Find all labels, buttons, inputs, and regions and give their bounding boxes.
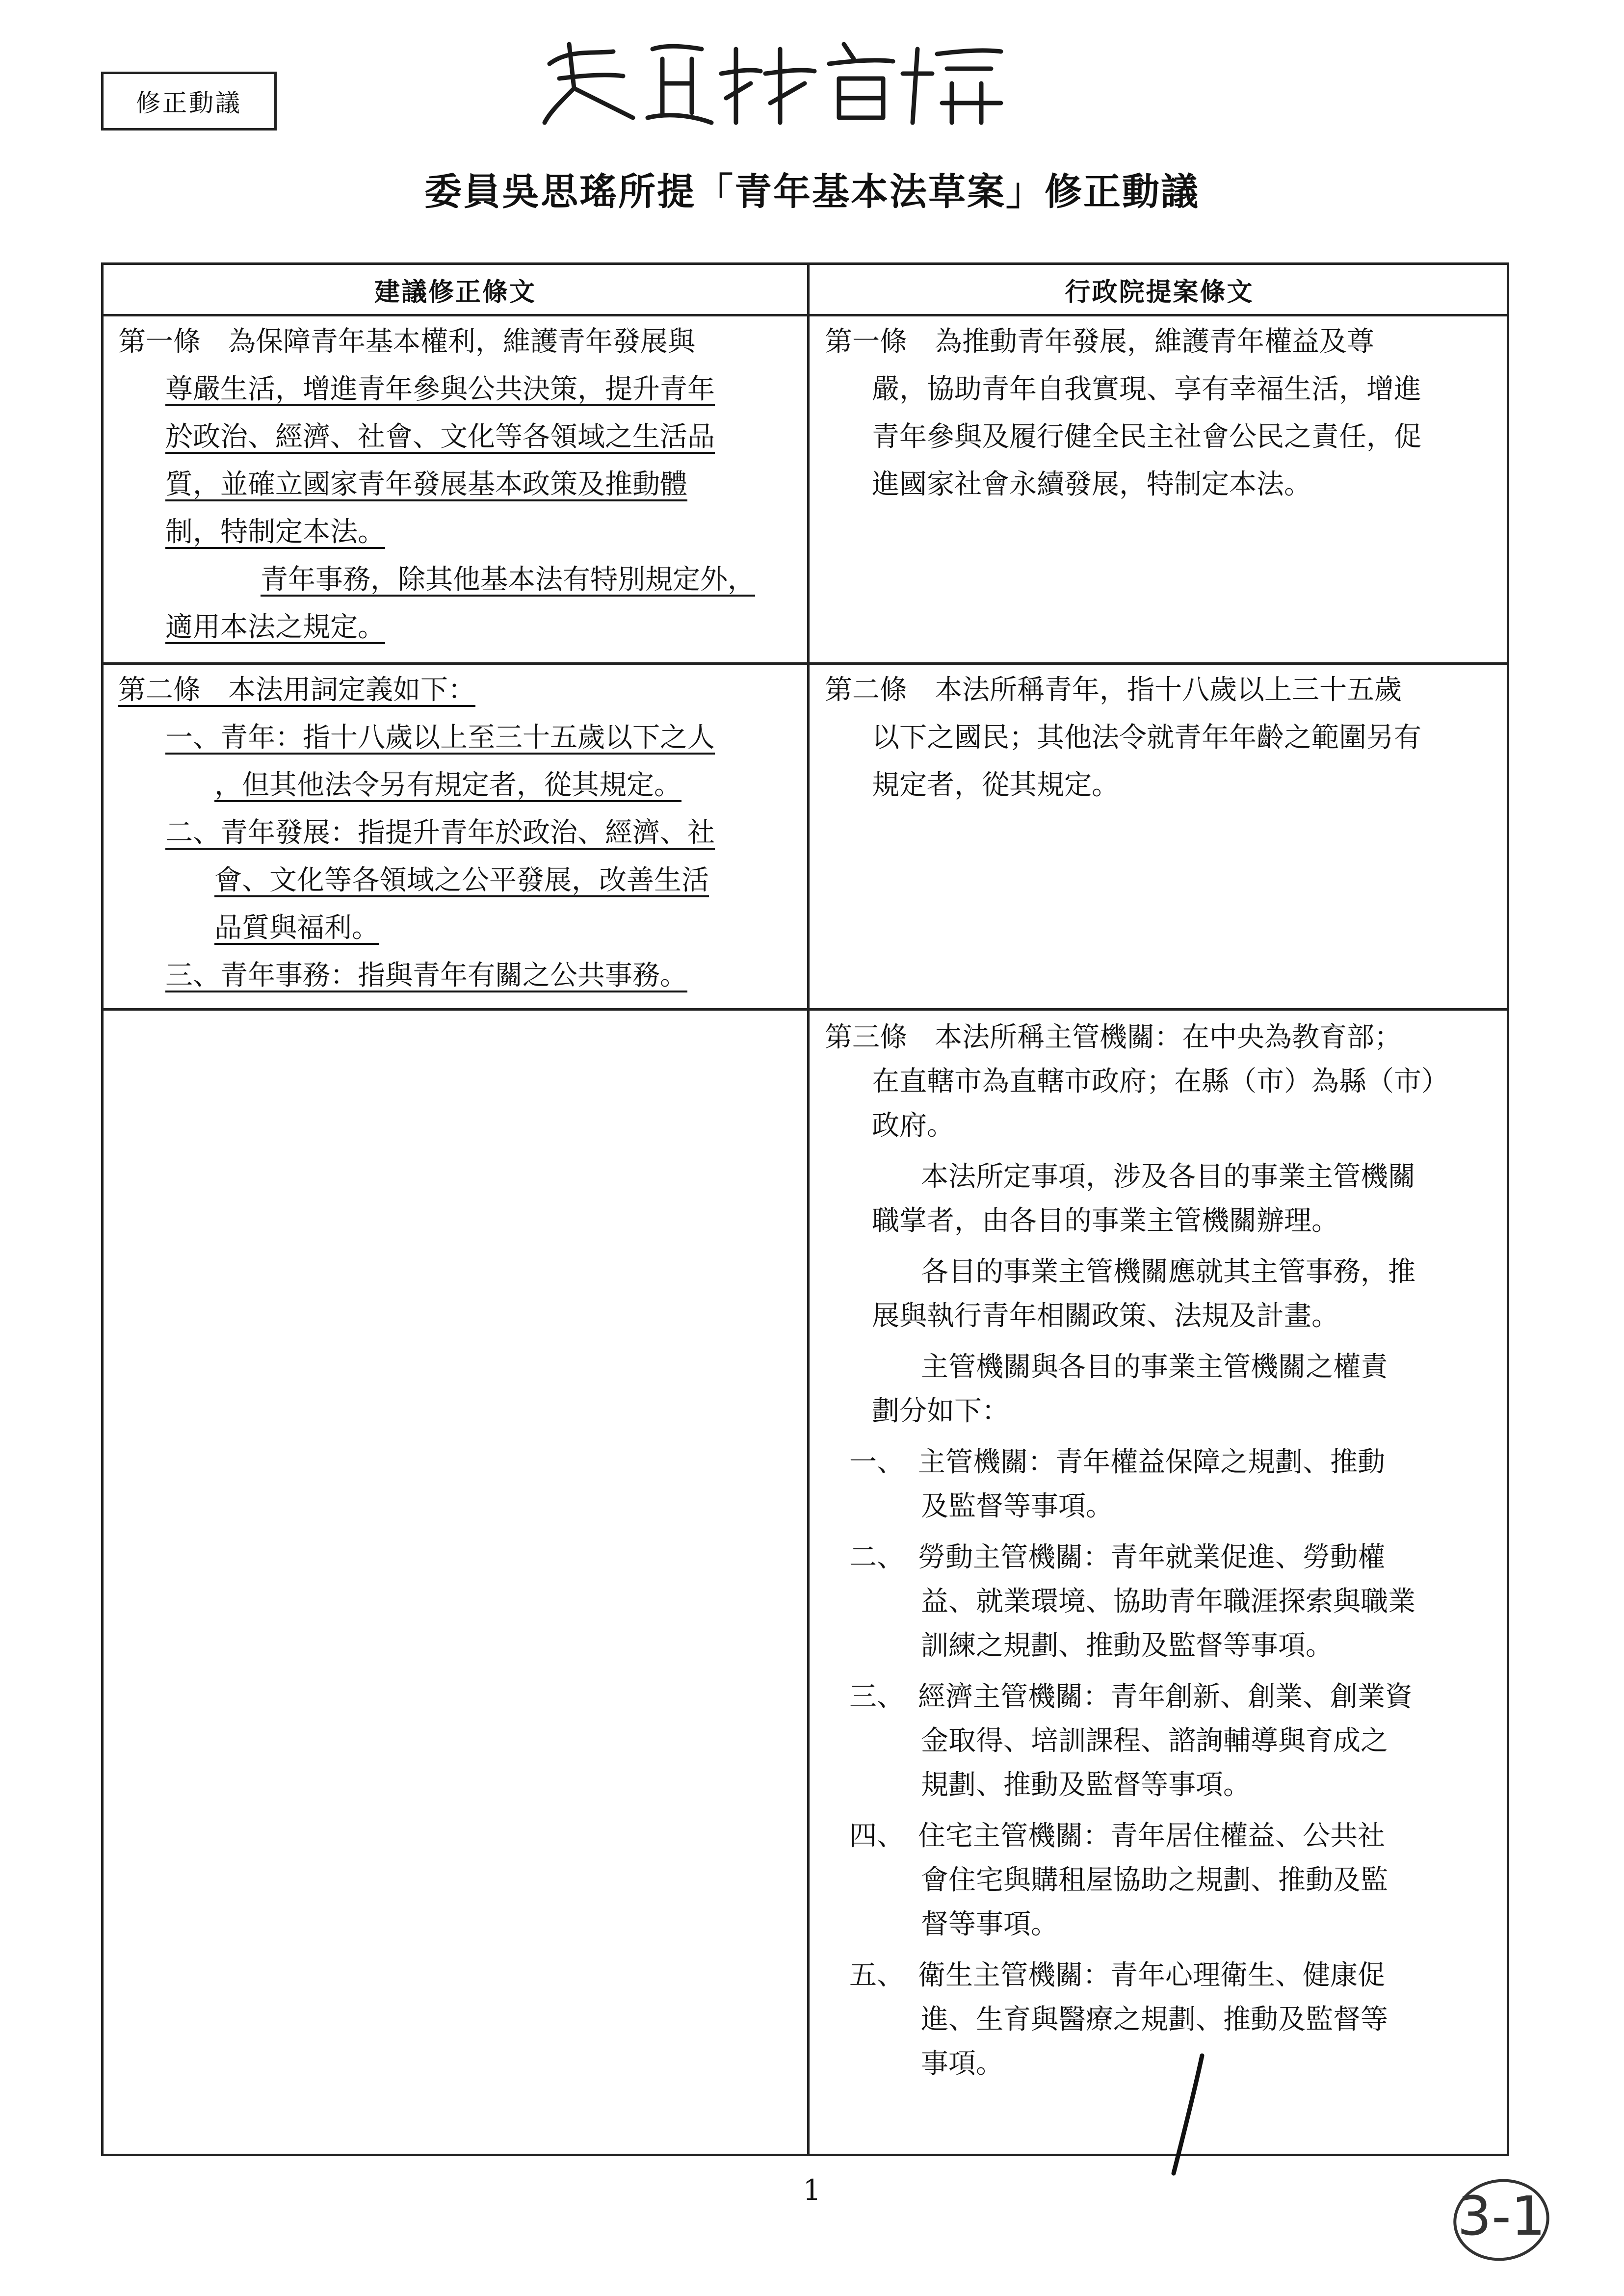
text-line: 第三條 本法所稱主管機關：在中央為教育部； (825, 1021, 1402, 1053)
handwritten-page-annotation (1447, 2168, 1595, 2267)
motion-stamp: 修正動議 (101, 72, 277, 130)
row-divider (104, 314, 1507, 316)
text-line: 二、 勞動主管機關：青年就業促進、勞動權 (849, 1541, 1385, 1573)
text-line: 劃分如下： (872, 1395, 1009, 1427)
text-line: 三、青年事務：指與青年有關之公共事務。 (165, 960, 687, 991)
article-2-proposed (118, 666, 715, 999)
amendment-table (101, 262, 1509, 2156)
text-line: 事項。 (921, 2048, 1003, 2080)
article-3-executive (825, 1016, 1449, 2086)
row-divider (104, 1008, 1507, 1011)
text-line: 進、生育與醫療之規劃、推動及監督等 (921, 2004, 1388, 2035)
text-line: 青年事務，除其他基本法有特別規定外， (261, 564, 755, 596)
text-line: 進國家社會永續發展，特制定本法。 (872, 469, 1311, 500)
text-line: 第二條 本法用詞定義如下： (118, 674, 475, 706)
text-line: 一、青年：指十八歲以上至三十五歲以下之人 (165, 722, 715, 754)
text-line: 三、 經濟主管機關：青年創新、創業、創業資 (849, 1681, 1413, 1713)
document-title: 委員吳思瑤所提「青年基本法草案」修正動議 (424, 170, 1200, 213)
text-line: ，但其他法令另有規定者，從其規定。 (214, 769, 681, 801)
text-line: 以下之國民；其他法令就青年年齡之範圍另有 (872, 722, 1421, 754)
text-line: 本法所定事項，涉及各目的事業主管機關 (921, 1161, 1415, 1193)
header-proposed: 建議修正條文 (374, 277, 536, 307)
row-divider (104, 662, 1507, 665)
text-line: 規定者，從其規定。 (872, 769, 1119, 801)
text-line: 在直轄市為直轄市政府；在縣（市）為縣（市） (872, 1066, 1449, 1097)
text-line: 質，並確立國家青年發展基本政策及推動體 (165, 469, 687, 500)
text-line: 主管機關與各目的事業主管機關之權責 (921, 1351, 1388, 1383)
text-line: 及監督等事項。 (921, 1490, 1113, 1522)
page-number: 1 (803, 2173, 821, 2207)
text-line: 嚴，協助青年自我實現、享有幸福生活，增進 (872, 373, 1421, 405)
column-divider (807, 265, 810, 2154)
text-line: 四、 住宅主管機關：青年居住權益、公共社 (849, 1820, 1385, 1852)
pen-mark (1168, 2051, 1207, 2178)
handwritten-signature (540, 29, 1030, 132)
text-line: 尊嚴生活，增進青年參與公共決策，提升青年 (165, 373, 715, 405)
text-line: 政府。 (872, 1110, 954, 1142)
text-line: 品質與福利。 (214, 912, 379, 944)
text-line: 會、文化等各領域之公平發展，改善生活 (214, 864, 709, 896)
text-line: 督等事項。 (921, 1908, 1058, 1940)
text-line: 二、青年發展：指提升青年於政治、經濟、社 (165, 817, 715, 849)
text-line: 會住宅與購租屋協助之規劃、推動及監 (921, 1864, 1388, 1896)
text-line: 於政治、經濟、社會、文化等各領域之生活品 (165, 421, 715, 453)
text-line: 一、 主管機關：青年權益保障之規劃、推動 (849, 1446, 1385, 1478)
text-line: 第一條 為推動青年發展，維護青年權益及尊 (825, 326, 1374, 358)
text-line: 訓練之規劃、推動及監督等事項。 (921, 1630, 1333, 1662)
text-line: 五、 衛生主管機關：青年心理衛生、健康促 (849, 1959, 1385, 1991)
annotation-text: 3-1 (1457, 2185, 1545, 2247)
text-line: 益、就業環境、協助青年職涯探索與職業 (921, 1586, 1415, 1618)
text-line: 職掌者，由各目的事業主管機關辦理。 (872, 1205, 1339, 1237)
text-line: 各目的事業主管機關應就其主管事務，推 (921, 1256, 1415, 1288)
text-line: 展與執行青年相關政策、法規及計畫。 (872, 1300, 1339, 1332)
article-2-executive (825, 666, 1421, 809)
header-executive: 行政院提案條文 (1065, 277, 1254, 307)
text-line: 第一條 為保障青年基本權利，維護青年發展與 (118, 326, 695, 358)
text-line: 制，特制定本法。 (165, 516, 385, 548)
text-line: 規劃、推動及監督等事項。 (921, 1769, 1251, 1801)
text-line: 金取得、培訓課程、諮詢輔導與育成之 (921, 1725, 1388, 1757)
text-line: 第二條 本法所稱青年，指十八歲以上三十五歲 (825, 674, 1402, 706)
text-line: 適用本法之規定。 (165, 611, 385, 643)
article-1-proposed (118, 318, 755, 651)
text-line: 青年參與及履行健全民主社會公民之責任，促 (872, 421, 1421, 453)
article-1-executive (825, 318, 1421, 508)
